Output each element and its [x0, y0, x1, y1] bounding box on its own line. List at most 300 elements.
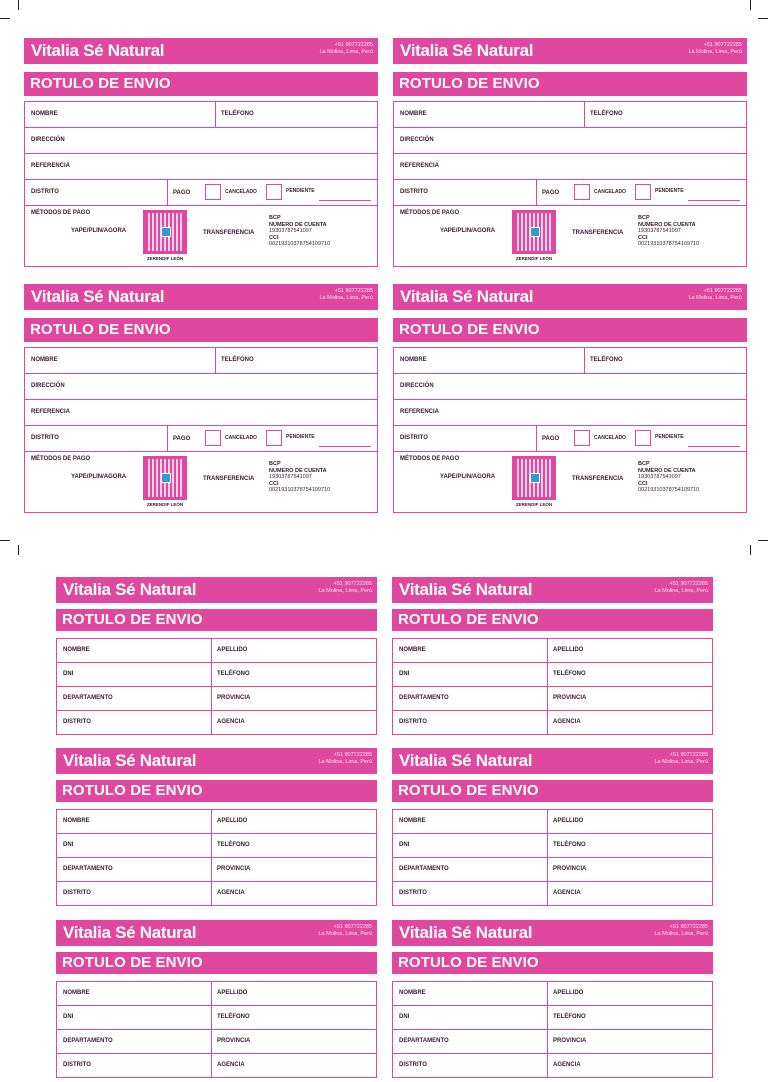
dni-field[interactable]	[393, 1006, 547, 1029]
label-title: ROTULO DE ENVIO	[30, 321, 171, 338]
distrito-label: DISTRITO	[63, 719, 91, 725]
brand-header	[392, 920, 713, 946]
brand-phone: +51 907722285	[669, 581, 708, 587]
label-title: ROTULO DE ENVIO	[399, 75, 540, 92]
pendiente-amount-line[interactable]	[319, 446, 371, 447]
brand-name: Vitalia Sé Natural	[399, 923, 533, 942]
shipping-form	[24, 101, 378, 267]
brand-contact	[320, 42, 374, 56]
telefono-field[interactable]	[215, 348, 377, 373]
brand-location: La Molina, Lima, Perú	[654, 588, 708, 594]
apellido-label: APELLIDO	[217, 818, 248, 824]
distrito-field[interactable]	[394, 426, 536, 451]
shipping-label-compact	[392, 577, 713, 739]
brand-phone: +51 907722285	[703, 42, 742, 48]
pago-label: PAGO	[542, 436, 560, 442]
form-row-distrito	[393, 882, 712, 905]
shipping-label-full	[24, 38, 378, 264]
form-row-pago	[394, 452, 746, 512]
pendiente-amount-line[interactable]	[688, 446, 740, 447]
telefono-field[interactable]	[215, 102, 377, 127]
nombre-label: NOMBRE	[399, 818, 426, 824]
nombre-label: NOMBRE	[31, 111, 58, 117]
label-title: ROTULO DE ENVIO	[398, 782, 539, 799]
cancelado-checkbox[interactable]	[574, 184, 590, 200]
form-row-direccion	[25, 128, 377, 154]
nombre-field[interactable]	[393, 982, 547, 1005]
cci-number: 00219310378754109710	[269, 487, 331, 493]
brand-name: Vitalia Sé Natural	[63, 923, 197, 942]
distrito-field[interactable]	[57, 1054, 211, 1077]
brand-contact	[655, 752, 709, 766]
pendiente-checkbox[interactable]	[266, 184, 282, 200]
shipping-form	[392, 638, 713, 735]
departamento-label: DEPARTAMENTO	[399, 695, 449, 701]
pendiente-checkbox[interactable]	[635, 430, 651, 446]
referencia-label: REFERENCIA	[31, 163, 71, 169]
dni-label: DNI	[399, 1014, 410, 1020]
direccion-field[interactable]	[394, 374, 746, 399]
brand-name: Vitalia Sé Natural	[400, 41, 534, 60]
brand-location: La Molina, Lima, Perú	[319, 295, 373, 301]
yape-label: YAPE/PLIN/AGORA	[440, 474, 496, 480]
provincia-field[interactable]	[547, 687, 712, 710]
nombre-field[interactable]	[57, 982, 211, 1005]
form-row-nombre	[393, 982, 712, 1006]
direccion-label: DIRECCIÓN	[31, 137, 65, 143]
telefono-label: TELÉFONO	[553, 1014, 586, 1020]
agencia-label: AGENCIA	[217, 1062, 245, 1068]
crop-mark	[750, 545, 751, 555]
apellido-label: APELLIDO	[553, 818, 584, 824]
departamento-field[interactable]	[393, 1030, 547, 1053]
form-row-nombre	[57, 982, 376, 1006]
shipping-form	[392, 809, 713, 906]
distrito-field[interactable]	[25, 180, 167, 205]
nombre-field[interactable]	[57, 639, 211, 662]
brand-name: Vitalia Sé Natural	[63, 751, 197, 770]
nombre-field[interactable]	[394, 348, 584, 373]
pago-label: PAGO	[173, 436, 191, 442]
brand-contact	[319, 752, 373, 766]
telefono-label: TELÉFONO	[590, 111, 623, 117]
form-row-departamento	[57, 687, 376, 711]
brand-name: Vitalia Sé Natural	[399, 751, 533, 770]
direccion-field[interactable]	[394, 128, 746, 153]
brand-phone: +51 907722285	[333, 581, 372, 587]
brand-header	[24, 38, 378, 64]
distrito-label: DISTRITO	[63, 890, 91, 896]
cci-number: 00219310378754109710	[269, 241, 331, 247]
provincia-field[interactable]	[211, 1030, 376, 1053]
telefono-label: TELÉFONO	[217, 842, 250, 848]
account-number: 19303787541097	[638, 228, 681, 234]
distrito-label: DISTRITO	[399, 719, 427, 725]
brand-location: La Molina, Lima, Perú	[688, 49, 742, 55]
shipping-form	[392, 981, 713, 1078]
cci-number: 00219310378754109710	[638, 487, 700, 493]
crop-mark	[0, 540, 10, 541]
form-row-dni	[57, 663, 376, 687]
label-title: ROTULO DE ENVIO	[62, 954, 203, 971]
nombre-label: NOMBRE	[63, 818, 90, 824]
bank-details	[638, 461, 699, 494]
bank-details	[269, 215, 330, 248]
cci-label: CCI	[638, 480, 648, 487]
pago-label: PAGO	[542, 190, 560, 196]
payment-qr-code	[143, 456, 187, 500]
form-row-distrito	[57, 711, 376, 734]
form-row-distrito	[393, 711, 712, 734]
referencia-label: REFERENCIA	[31, 409, 71, 415]
form-row-direccion	[25, 374, 377, 400]
label-title-bar	[24, 72, 378, 96]
metodos-label: MÉTODOS DE PAGO	[400, 210, 460, 216]
distrito-field[interactable]	[393, 1054, 547, 1077]
form-row-pago	[394, 206, 746, 266]
crop-mark	[758, 540, 768, 541]
cancelado-checkbox[interactable]	[205, 184, 221, 200]
telefono-field[interactable]	[547, 1006, 712, 1029]
brand-header	[56, 920, 377, 946]
pendiente-checkbox[interactable]	[266, 430, 282, 446]
form-row-departamento	[57, 858, 376, 882]
direccion-field[interactable]	[25, 128, 377, 153]
telefono-field[interactable]	[584, 102, 746, 127]
brand-header	[24, 284, 378, 310]
bank-details	[638, 215, 699, 248]
pendiente-label: PENDIENTE	[655, 188, 684, 194]
telefono-field[interactable]	[547, 663, 712, 686]
distrito-field[interactable]	[394, 180, 536, 205]
apellido-label: APELLIDO	[553, 647, 584, 653]
cci-number: 00219310378754109710	[638, 241, 700, 247]
agencia-field[interactable]	[211, 1054, 376, 1077]
provincia-label: PROVINCIA	[217, 1038, 251, 1044]
nombre-field[interactable]	[25, 348, 215, 373]
direccion-label: DIRECCIÓN	[400, 137, 434, 143]
form-row-distrito	[393, 1054, 712, 1077]
bank-name: BCP	[638, 461, 650, 467]
brand-phone: +51 907722285	[669, 924, 708, 930]
transferencia-label: TRANSFERENCIA	[203, 476, 255, 482]
dni-field[interactable]	[57, 1006, 211, 1029]
distrito-label: DISTRITO	[399, 1062, 427, 1068]
brand-phone: +51 907722285	[669, 752, 708, 758]
agencia-label: AGENCIA	[553, 719, 581, 725]
nombre-field[interactable]	[394, 102, 584, 127]
dni-label: DNI	[63, 671, 74, 677]
direccion-label: DIRECCIÓN	[31, 383, 65, 389]
form-row-distrito	[25, 180, 377, 206]
form-row-nombre	[57, 639, 376, 663]
crop-mark	[18, 545, 19, 555]
label-title: ROTULO DE ENVIO	[62, 611, 203, 628]
agencia-field[interactable]	[547, 1054, 712, 1077]
apellido-field[interactable]	[211, 639, 376, 662]
apellido-field[interactable]	[547, 982, 712, 1005]
nombre-field[interactable]	[393, 639, 547, 662]
distrito-field[interactable]	[393, 711, 547, 734]
brand-location: La Molina, Lima, Perú	[654, 759, 708, 765]
form-row-dni	[393, 1006, 712, 1030]
form-row-nombre	[25, 348, 377, 374]
label-title: ROTULO DE ENVIO	[398, 954, 539, 971]
shipping-label-full	[393, 284, 747, 510]
provincia-label: PROVINCIA	[553, 866, 587, 872]
metodos-label: MÉTODOS DE PAGO	[31, 210, 91, 216]
agencia-label: AGENCIA	[217, 719, 245, 725]
brand-phone: +51 907722285	[333, 752, 372, 758]
apellido-label: APELLIDO	[553, 990, 584, 996]
brand-location: La Molina, Lima, Perú	[654, 931, 708, 937]
brand-name: Vitalia Sé Natural	[400, 287, 534, 306]
nombre-field[interactable]	[57, 810, 211, 833]
agencia-label: AGENCIA	[217, 890, 245, 896]
departamento-label: DEPARTAMENTO	[63, 1038, 113, 1044]
cancelado-checkbox[interactable]	[205, 430, 221, 446]
telefono-label: TELÉFONO	[221, 111, 254, 117]
label-title: ROTULO DE ENVIO	[399, 321, 540, 338]
shipping-label-full	[24, 284, 378, 510]
cancelado-label: CANCELADO	[225, 189, 257, 195]
qr-owner: ZERENDIF LEÓN	[515, 256, 553, 261]
departamento-label: DEPARTAMENTO	[63, 695, 113, 701]
nombre-label: NOMBRE	[31, 357, 58, 363]
distrito-label: DISTRITO	[31, 435, 59, 441]
brand-contact	[689, 42, 743, 56]
account-label: NUMERO DE CUENTA	[638, 467, 696, 474]
form-row-pago	[25, 206, 377, 266]
form-row-nombre	[393, 639, 712, 663]
brand-phone: +51 907722285	[334, 288, 373, 294]
shipping-form	[56, 981, 377, 1078]
brand-location: La Molina, Lima, Perú	[688, 295, 742, 301]
transferencia-label: TRANSFERENCIA	[572, 230, 624, 236]
qr-owner: ZERENDIF LEÓN	[146, 256, 184, 261]
shipping-label-compact	[56, 577, 377, 739]
shipping-label-compact	[392, 920, 713, 1082]
form-row-dni	[57, 834, 376, 858]
provincia-field[interactable]	[547, 1030, 712, 1053]
agencia-label: AGENCIA	[553, 1062, 581, 1068]
pendiente-label: PENDIENTE	[286, 188, 315, 194]
shipping-label-compact	[56, 748, 377, 910]
referencia-field[interactable]	[25, 400, 377, 425]
transferencia-label: TRANSFERENCIA	[572, 476, 624, 482]
form-row-departamento	[57, 1030, 376, 1054]
form-row-nombre	[25, 102, 377, 128]
nombre-label: NOMBRE	[399, 990, 426, 996]
brand-location: La Molina, Lima, Perú	[318, 931, 372, 937]
cancelado-label: CANCELADO	[225, 435, 257, 441]
telefono-label: TELÉFONO	[217, 1014, 250, 1020]
apellido-label: APELLIDO	[217, 990, 248, 996]
label-title-bar	[56, 609, 377, 631]
label-title: ROTULO DE ENVIO	[62, 782, 203, 799]
brand-contact	[319, 924, 373, 938]
cancelado-label: CANCELADO	[594, 189, 626, 195]
agencia-field[interactable]	[547, 711, 712, 734]
brand-location: La Molina, Lima, Perú	[318, 759, 372, 765]
label-title-bar	[393, 72, 747, 96]
cci-label: CCI	[269, 480, 279, 487]
departamento-label: DEPARTAMENTO	[399, 866, 449, 872]
brand-header	[393, 38, 747, 64]
telefono-field[interactable]	[211, 663, 376, 686]
pendiente-amount-line[interactable]	[319, 200, 371, 201]
dni-label: DNI	[63, 842, 74, 848]
cancelado-checkbox[interactable]	[574, 430, 590, 446]
qr-owner: ZERENDIF LEÓN	[515, 502, 553, 507]
departamento-field[interactable]	[57, 1030, 211, 1053]
yape-label: YAPE/PLIN/AGORA	[71, 474, 127, 480]
brand-contact	[319, 581, 373, 595]
account-label: NUMERO DE CUENTA	[269, 221, 327, 228]
telefono-field[interactable]	[547, 834, 712, 857]
telefono-field[interactable]	[211, 834, 376, 857]
distrito-label: DISTRITO	[63, 1062, 91, 1068]
provincia-field[interactable]	[211, 858, 376, 881]
brand-name: Vitalia Sé Natural	[31, 287, 165, 306]
brand-header	[56, 577, 377, 603]
apellido-field[interactable]	[547, 639, 712, 662]
distrito-field[interactable]	[25, 426, 167, 451]
apellido-field[interactable]	[211, 982, 376, 1005]
brand-header	[393, 284, 747, 310]
shipping-form	[393, 347, 747, 513]
nombre-label: NOMBRE	[400, 357, 427, 363]
bank-name: BCP	[269, 215, 281, 221]
form-row-direccion	[394, 374, 746, 400]
telefono-label: TELÉFONO	[553, 842, 586, 848]
yape-label: YAPE/PLIN/AGORA	[440, 228, 496, 234]
form-row-nombre	[393, 810, 712, 834]
referencia-field[interactable]	[25, 154, 377, 179]
pendiente-amount-line[interactable]	[688, 200, 740, 201]
provincia-field[interactable]	[211, 687, 376, 710]
provincia-label: PROVINCIA	[217, 866, 251, 872]
label-title-bar	[56, 952, 377, 974]
form-row-dni	[57, 1006, 376, 1030]
label-title-bar	[392, 609, 713, 631]
form-row-distrito	[394, 426, 746, 452]
departamento-field[interactable]	[57, 858, 211, 881]
brand-contact	[655, 924, 709, 938]
apellido-field[interactable]	[547, 810, 712, 833]
pendiente-label: PENDIENTE	[655, 434, 684, 440]
crop-mark	[750, 0, 751, 10]
telefono-field[interactable]	[211, 1006, 376, 1029]
label-title-bar	[56, 780, 377, 802]
account-number: 19303787541097	[638, 474, 681, 480]
referencia-field[interactable]	[394, 154, 746, 179]
provincia-field[interactable]	[547, 858, 712, 881]
bank-name: BCP	[269, 461, 281, 467]
brand-name: Vitalia Sé Natural	[63, 580, 197, 599]
telefono-field[interactable]	[584, 348, 746, 373]
dni-field[interactable]	[393, 834, 547, 857]
brand-name: Vitalia Sé Natural	[31, 41, 165, 60]
brand-phone: +51 907722285	[703, 288, 742, 294]
departamento-label: DEPARTAMENTO	[63, 866, 113, 872]
dni-label: DNI	[399, 842, 410, 848]
nombre-field[interactable]	[393, 810, 547, 833]
referencia-field[interactable]	[394, 400, 746, 425]
dni-field[interactable]	[57, 834, 211, 857]
direccion-field[interactable]	[25, 374, 377, 399]
nombre-field[interactable]	[25, 102, 215, 127]
yape-label: YAPE/PLIN/AGORA	[71, 228, 127, 234]
departamento-label: DEPARTAMENTO	[399, 1038, 449, 1044]
nombre-label: NOMBRE	[400, 111, 427, 117]
form-row-departamento	[393, 1030, 712, 1054]
referencia-label: REFERENCIA	[400, 409, 440, 415]
pendiente-label: PENDIENTE	[286, 434, 315, 440]
pendiente-checkbox[interactable]	[635, 184, 651, 200]
crop-mark	[758, 18, 768, 19]
apellido-label: APELLIDO	[217, 647, 248, 653]
bank-details	[269, 461, 330, 494]
departamento-field[interactable]	[393, 858, 547, 881]
account-number: 19303787541097	[269, 474, 312, 480]
distrito-label: DISTRITO	[31, 189, 59, 195]
brand-location: La Molina, Lima, Perú	[318, 588, 372, 594]
form-row-referencia	[25, 400, 377, 426]
crop-mark	[18, 0, 19, 10]
form-row-dni	[393, 663, 712, 687]
form-row-pago	[25, 452, 377, 512]
brand-contact	[655, 581, 709, 595]
brand-header	[56, 748, 377, 774]
pago-label: PAGO	[173, 190, 191, 196]
distrito-label: DISTRITO	[400, 435, 428, 441]
direccion-label: DIRECCIÓN	[400, 383, 434, 389]
apellido-field[interactable]	[211, 810, 376, 833]
crop-mark	[0, 18, 10, 19]
agencia-field[interactable]	[211, 882, 376, 905]
form-row-departamento	[393, 858, 712, 882]
label-title-bar	[24, 318, 378, 342]
distrito-label: DISTRITO	[400, 189, 428, 195]
telefono-label: TELÉFONO	[217, 671, 250, 677]
dni-label: DNI	[63, 1014, 74, 1020]
dni-field[interactable]	[57, 663, 211, 686]
dni-field[interactable]	[393, 663, 547, 686]
departamento-field[interactable]	[393, 687, 547, 710]
distrito-field[interactable]	[393, 882, 547, 905]
shipping-form	[56, 638, 377, 735]
departamento-field[interactable]	[57, 687, 211, 710]
shipping-form	[393, 101, 747, 267]
provincia-label: PROVINCIA	[553, 695, 587, 701]
form-row-nombre	[394, 348, 746, 374]
agencia-field[interactable]	[211, 711, 376, 734]
label-title: ROTULO DE ENVIO	[30, 75, 171, 92]
payment-qr-code	[512, 456, 556, 500]
form-row-distrito	[394, 180, 746, 206]
label-title-bar	[393, 318, 747, 342]
dni-label: DNI	[399, 671, 410, 677]
form-row-nombre	[57, 810, 376, 834]
brand-phone: +51 907722285	[333, 924, 372, 930]
agencia-field[interactable]	[547, 882, 712, 905]
brand-header	[392, 577, 713, 603]
shipping-label-full	[393, 38, 747, 264]
distrito-field[interactable]	[57, 882, 211, 905]
shipping-form	[24, 347, 378, 513]
distrito-field[interactable]	[57, 711, 211, 734]
